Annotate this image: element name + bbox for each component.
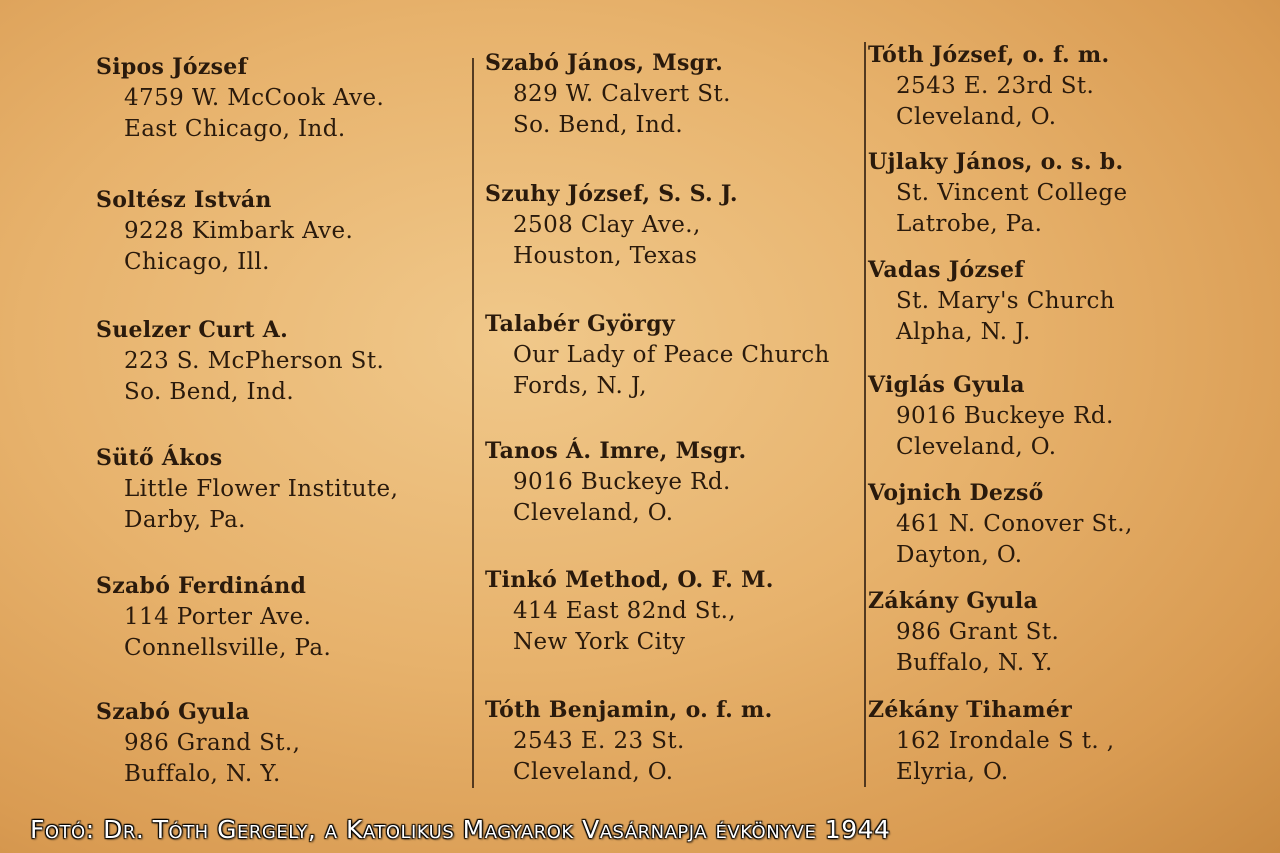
entry-address: 2508 Clay Ave., — [513, 212, 701, 238]
directory-entry — [868, 586, 1059, 679]
entry-city: Houston, Texas — [513, 243, 698, 269]
entry-name: Vadas József — [868, 257, 1025, 283]
entry-address: 4759 W. McCook Ave. — [124, 85, 385, 111]
entry-name: Tinkó Method, O. F. M. — [485, 567, 774, 593]
entry-city: Darby, Pa. — [124, 507, 246, 533]
entry-address: 986 Grant St. — [896, 619, 1060, 645]
entry-city: Cleveland, O. — [513, 759, 674, 785]
entry-address: 986 Grand St., — [124, 730, 301, 756]
entry-address: 223 S. McPherson St. — [124, 348, 385, 374]
entry-name: Tanos Á. Imre, Msgr. — [485, 438, 747, 464]
entry-name: Talabér György — [485, 311, 675, 337]
directory-entry — [96, 185, 353, 278]
entry-address: 114 Porter Ave. — [124, 604, 312, 630]
directory-entry — [868, 478, 1133, 571]
entry-address: St. Vincent College — [896, 180, 1128, 206]
entry-name: Sütő Ákos — [96, 445, 223, 471]
entry-address: 162 Irondale S t. , — [896, 728, 1115, 754]
directory-entry — [96, 315, 384, 408]
entry-name: Zékány Tihamér — [868, 697, 1073, 723]
entry-address: St. Mary's Church — [896, 288, 1116, 314]
entry-address: Our Lady of Peace Church — [513, 342, 830, 368]
entry-address: 2543 E. 23 St. — [513, 728, 685, 754]
entry-city: Cleveland, O. — [896, 434, 1057, 460]
entry-name: Soltész István — [96, 187, 272, 213]
directory-entry — [485, 436, 746, 529]
entry-name: Vojnich Dezső — [868, 480, 1044, 506]
entry-city: Buffalo, N. Y. — [124, 761, 281, 787]
entry-address: 414 East 82nd St., — [513, 598, 737, 624]
directory-entry — [485, 48, 731, 141]
directory-entry — [485, 695, 773, 788]
directory-entry — [868, 695, 1115, 788]
entry-city: Elyria, O. — [896, 759, 1009, 785]
entry-name: Sipos József — [96, 54, 248, 80]
entry-name: Tóth József, o. f. m. — [868, 42, 1110, 68]
directory-entry — [868, 147, 1128, 240]
entry-name: Szabó Ferdinánd — [96, 573, 307, 599]
column-divider — [864, 42, 866, 787]
entry-city: Dayton, O. — [896, 542, 1023, 568]
directory-entry — [485, 565, 774, 658]
directory-entry — [868, 40, 1109, 133]
column-divider — [472, 58, 474, 788]
entry-address: 9228 Kimbark Ave. — [124, 218, 354, 244]
directory-entry — [96, 571, 331, 664]
directory-entry — [96, 697, 300, 790]
entry-name: Szabó János, Msgr. — [485, 50, 724, 76]
entry-address: Little Flower Institute, — [124, 476, 399, 502]
directory-entry — [96, 52, 384, 145]
entry-name: Zákány Gyula — [868, 588, 1039, 614]
entry-name: Suelzer Curt A. — [96, 317, 289, 343]
entry-name: Szabó Gyula — [96, 699, 250, 725]
directory-entry — [868, 370, 1114, 463]
entry-city: Latrobe, Pa. — [896, 211, 1043, 237]
directory-entry — [868, 255, 1115, 348]
entry-city: Alpha, N. J. — [896, 319, 1031, 345]
entry-city: Buffalo, N. Y. — [896, 650, 1053, 676]
entry-address: 9016 Buckeye Rd. — [513, 469, 731, 495]
photo-credit-caption: Fotó: Dr. Tóth Gergely, a Katolikus Magyarok Vasárnapja évkönyve 1944 — [30, 815, 891, 844]
entry-name: Tóth Benjamin, o. f. m. — [485, 697, 773, 723]
entry-city: East Chicago, Ind. — [124, 116, 346, 142]
entry-address: 2543 E. 23rd St. — [896, 73, 1095, 99]
entry-city: Connellsville, Pa. — [124, 635, 332, 661]
entry-name: Ujlaky János, o. s. b. — [868, 149, 1124, 175]
entry-city: Cleveland, O. — [513, 500, 674, 526]
directory-entry — [96, 443, 398, 536]
entry-name: Szuhy József, S. S. J. — [485, 181, 738, 207]
entry-address: 461 N. Conover St., — [896, 511, 1133, 537]
directory-entry — [485, 309, 830, 402]
entry-city: Chicago, Ill. — [124, 249, 270, 275]
entry-address: 829 W. Calvert St. — [513, 81, 731, 107]
entry-city: New York City — [513, 629, 686, 655]
entry-name: Viglás Gyula — [868, 372, 1025, 398]
entry-city: Cleveland, O. — [896, 104, 1057, 130]
entry-address: 9016 Buckeye Rd. — [896, 403, 1114, 429]
entry-city: So. Bend, Ind. — [513, 112, 684, 138]
entry-city: Fords, N. J, — [513, 373, 647, 399]
entry-city: So. Bend, Ind. — [124, 379, 295, 405]
directory-entry — [485, 179, 738, 272]
